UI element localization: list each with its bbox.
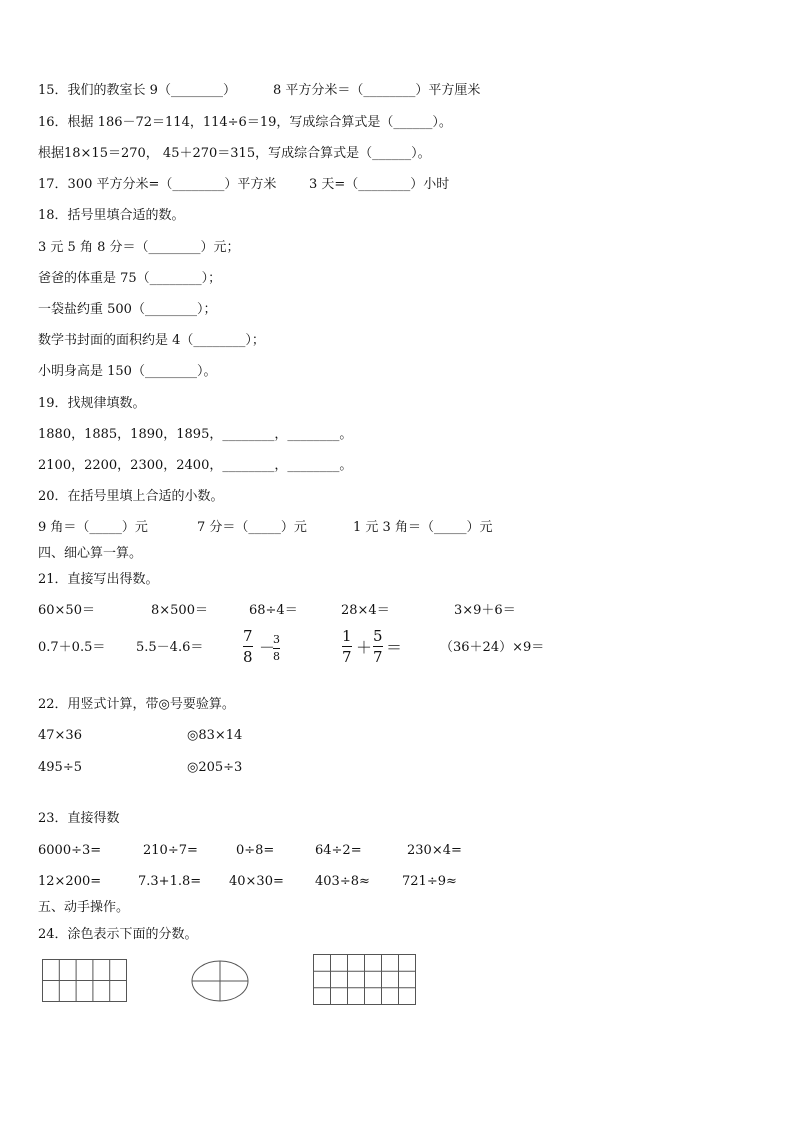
numerator: 7 bbox=[243, 627, 253, 645]
q21-expr: （36＋24）×9＝ bbox=[440, 640, 545, 655]
q23-expr: 403÷8≈ bbox=[315, 874, 370, 889]
q22-item: 47×36 bbox=[38, 728, 82, 743]
q18-item: 数学书封面的面积约是 4（________）； bbox=[38, 333, 265, 348]
q15-part-b: 8 平方分米＝（________）平方厘米 bbox=[273, 83, 481, 98]
numerator: 1 bbox=[342, 627, 352, 645]
q16-line-2: 根据18×15＝270， 45＋270＝315，写成综合算式是（______）。 bbox=[38, 146, 431, 161]
fraction-bar bbox=[373, 646, 383, 647]
fraction-grid-2x5[interactable] bbox=[40, 957, 130, 1005]
fraction-bar bbox=[342, 646, 352, 647]
q21-expr: 8×500＝ bbox=[151, 603, 208, 618]
q18-item: 爸爸的体重是 75（________）； bbox=[38, 271, 222, 286]
section-4-heading: 四、细心算一算。 bbox=[38, 546, 143, 561]
section-5-heading: 五、动手操作。 bbox=[38, 900, 130, 915]
denominator: 8 bbox=[273, 650, 280, 663]
fraction-bar bbox=[273, 648, 280, 649]
q23-title: 23．直接得数 bbox=[38, 811, 120, 826]
q19-row: 2100，2200，2300，2400，________，________。 bbox=[38, 458, 353, 473]
q21-operator: － bbox=[259, 638, 276, 657]
denominator: 7 bbox=[342, 648, 352, 666]
fraction-circle-quarters[interactable] bbox=[189, 958, 251, 1004]
q21-equals: ＝ bbox=[386, 638, 403, 657]
fraction-bar bbox=[243, 646, 253, 647]
q21-operator: ＋ bbox=[356, 638, 373, 657]
q23-expr: 40×30= bbox=[229, 874, 284, 889]
q18-title: 18．括号里填合适的数。 bbox=[38, 208, 185, 223]
q20-title: 20．在括号里填上合适的小数。 bbox=[38, 489, 224, 504]
denominator: 7 bbox=[373, 648, 383, 666]
q23-expr: 230×4= bbox=[407, 843, 462, 858]
q21-fraction bbox=[243, 628, 253, 665]
q19-title: 19．找规律填数。 bbox=[38, 396, 146, 411]
q17-part-b: 3 天=（________）小时 bbox=[309, 177, 450, 192]
q22-item: ◎205÷3 bbox=[187, 760, 243, 775]
q21-expr: 0.7＋0.5＝ bbox=[38, 640, 106, 655]
q18-item: 3 元 5 角 8 分＝（________）元； bbox=[38, 240, 240, 255]
q22-item: 495÷5 bbox=[38, 760, 82, 775]
q21-title: 21．直接写出得数。 bbox=[38, 572, 159, 587]
q21-expr: 28×4＝ bbox=[341, 603, 390, 618]
denominator: 8 bbox=[243, 648, 253, 666]
q16-line-1: 16．根据 186－72＝114，114÷6＝19，写成综合算式是（______）。 bbox=[38, 115, 452, 130]
q20-item: 9 角＝（_____）元 bbox=[38, 520, 148, 535]
q20-item: 1 元 3 角＝（_____）元 bbox=[353, 520, 493, 535]
q23-expr: 6000÷3= bbox=[38, 843, 102, 858]
numerator: 5 bbox=[373, 627, 383, 645]
q21-expr: 60×50＝ bbox=[38, 603, 95, 618]
numerator: 3 bbox=[273, 633, 280, 646]
q23-expr: 12×200= bbox=[38, 874, 102, 889]
q23-expr: 64÷2= bbox=[315, 843, 362, 858]
q18-item: 一袋盐约重 500（________）； bbox=[38, 302, 217, 317]
q17-part-a: 17．300 平方分米=（________）平方米 bbox=[38, 177, 277, 192]
fraction-grid-3x6[interactable] bbox=[311, 952, 419, 1008]
q18-item: 小明身高是 150（________）。 bbox=[38, 364, 217, 379]
q20-item: 7 分＝（_____）元 bbox=[197, 520, 307, 535]
q22-item: ◎83×14 bbox=[187, 728, 243, 743]
q21-expr: 68÷4＝ bbox=[249, 603, 298, 618]
q22-title: 22．用竖式计算，带◎号要验算。 bbox=[38, 697, 235, 712]
q19-row: 1880，1885，1890，1895，________，________。 bbox=[38, 427, 353, 442]
q23-expr: 210÷7= bbox=[143, 843, 198, 858]
q23-expr: 7.3+1.8= bbox=[138, 874, 202, 889]
q15-part-a: 15．我们的教室长 9（________） bbox=[38, 83, 236, 98]
q21-expr: 5.5－4.6＝ bbox=[136, 640, 204, 655]
q21-fraction bbox=[342, 628, 352, 665]
q21-fraction bbox=[273, 634, 280, 663]
q23-expr: 721÷9≈ bbox=[402, 874, 457, 889]
q21-expr: 3×9＋6＝ bbox=[454, 603, 516, 618]
q21-fraction bbox=[373, 628, 383, 665]
q23-expr: 0÷8= bbox=[236, 843, 275, 858]
q24-title: 24．涂色表示下面的分数。 bbox=[38, 927, 198, 942]
